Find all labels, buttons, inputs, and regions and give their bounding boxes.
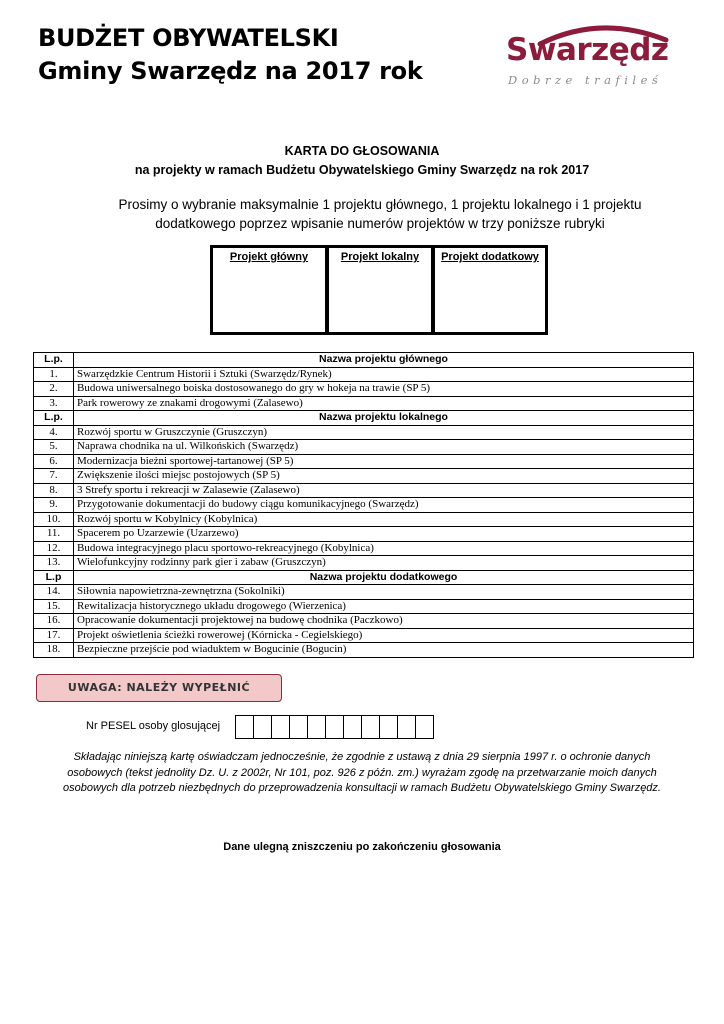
project-number: 6. [34,454,74,469]
pesel-digit-cell[interactable] [343,715,362,739]
projects-table [33,352,694,658]
section-header-row [34,411,694,426]
project-number: 4. [34,425,74,440]
project-name: Siłownia napowietrzna-zewnętrzna (Sokolniki) [74,585,694,600]
instructions-line2: dodatkowego poprzez wpisanie numerów projektów w trzy poniższe rubryki [155,216,605,231]
project-row [34,643,694,658]
project-name: Opracowanie dokumentacji projektowej na budowę chodnika (Paczkowo) [74,614,694,629]
project-number: 11. [34,527,74,542]
project-row [34,396,694,411]
project-row [34,498,694,513]
project-number: 12. [34,541,74,556]
section-name: Nazwa projektu dodatkowego [74,570,694,585]
project-name: Modernizacja bieżni sportowej-tartanowej (SP 5) [74,454,694,469]
project-row [34,367,694,382]
project-number: 17. [34,628,74,643]
project-row [34,469,694,484]
pesel-digit-cell[interactable] [307,715,326,739]
project-name: 3 Strefy sportu i rekreacji w Zalasewie (Zalasewo) [74,483,694,498]
vote-box-additional[interactable] [432,245,548,335]
project-number: 8. [34,483,74,498]
declaration-line1: Składając niniejszą kartę oświadczam jednocześnie, że zgodnie z ustawą z dnia 29 sierpnia 1997 r. o ochronie danych [73,751,651,763]
vote-box-label: Projekt lokalny [340,251,420,263]
swarzedz-logo [500,18,670,90]
vote-box-main[interactable] [210,245,328,335]
project-row [34,541,694,556]
instructions [100,195,660,233]
header-title-line2: Gminy Swarzędz na 2017 rok [38,57,423,85]
project-number: 9. [34,498,74,513]
pesel-digit-cell[interactable] [415,715,434,739]
project-row [34,614,694,629]
project-row [34,527,694,542]
project-row [34,425,694,440]
pesel-digit-cell[interactable] [379,715,398,739]
project-row [34,599,694,614]
project-number: 14. [34,585,74,600]
declaration-line2: osobowych (tekst jednolity Dz. U. z 2002r, Nr 101, poz. 926 z późn. zm.) wyrażam zgodę na przetwarzanie moich danych [67,766,657,779]
project-row [34,512,694,527]
document-header [38,22,423,88]
project-name: Spacerem po Uzarzewie (Uzarzewo) [74,527,694,542]
section-header-row [34,353,694,368]
data-destruction-note: Dane ulegną zniszczeniu po zakończeniu głosowania [223,841,501,853]
project-name: Rozwój sportu w Gruszczynie (Gruszczyn) [74,425,694,440]
pesel-label: Nr PESEL osoby glosującej [86,720,221,732]
lp-header: L.p. [34,353,74,368]
pesel-digit-cell[interactable] [253,715,272,739]
project-name: Rewitalizacja historycznego układu drogowego (Wierzenica) [74,599,694,614]
lp-header: L.p [34,570,74,585]
logo-wordmark: Swarzędz [506,32,669,68]
pesel-input[interactable] [236,715,434,739]
consent-declaration [40,750,684,797]
pesel-digit-cell[interactable] [289,715,308,739]
pesel-digit-cell[interactable] [271,715,290,739]
project-row [34,454,694,469]
project-name: Budowa integracyjnego placu sportowo-rekreacyjnego (Kobylnica) [74,541,694,556]
project-name: Park rowerowy ze znakami drogowymi (Zalasewo) [74,396,694,411]
vote-box-label: Projekt dodatkowy [441,251,539,263]
declaration-line3: osobowych dla potrzeb niezbędnych do przeprowadzenia konsultacji w ramach Budżetu Obywatelskiego Gminy Swarzędz. [63,782,661,794]
project-number: 3. [34,396,74,411]
vote-box-local[interactable] [326,245,434,335]
pesel-digit-cell[interactable] [397,715,416,739]
project-number: 1. [34,367,74,382]
project-number: 2. [34,382,74,397]
project-number: 7. [34,469,74,484]
project-number: 18. [34,643,74,658]
project-row [34,585,694,600]
project-row [34,440,694,455]
project-name: Rozwój sportu w Kobylnicy (Kobylnica) [74,512,694,527]
project-name: Budowa uniwersalnego boiska dostosowanego do gry w hokeja na trawie (SP 5) [74,382,694,397]
warning-banner: UWAGA: NALEŻY WYPEŁNIĆ [36,674,282,702]
project-row [34,628,694,643]
section-name: Nazwa projektu lokalnego [74,411,694,426]
section-header-row [34,570,694,585]
card-title: KARTA DO GŁOSOWANIA [284,144,440,158]
project-name: Przygotowanie dokumentacji do budowy ciągu komunikacyjnego (Swarzędz) [74,498,694,513]
project-name: Bezpieczne przejście pod wiaduktem w Bogucinie (Bogucin) [74,643,694,658]
pesel-digit-cell[interactable] [325,715,344,739]
pesel-digit-cell[interactable] [235,715,254,739]
project-number: 10. [34,512,74,527]
project-row [34,483,694,498]
logo-tagline: Dobrze trafileś [508,73,663,87]
project-row [34,382,694,397]
project-name: Naprawa chodnika na ul. Wilkońskich (Swarzędz) [74,440,694,455]
project-row [34,556,694,571]
vote-box-label: Projekt główny [229,251,309,263]
card-subtitle: na projekty w ramach Budżetu Obywatelskiego Gminy Swarzędz na rok 2017 [134,163,590,177]
instructions-line1: Prosimy o wybranie maksymalnie 1 projektu głównego, 1 projektu lokalnego i 1 projektu [118,197,642,212]
project-name: Zwiększenie ilości miejsc postojowych (SP 5) [74,469,694,484]
project-name: Wielofunkcyjny rodzinny park gier i zabaw (Gruszczyn) [74,556,694,571]
project-name: Projekt oświetlenia ścieżki rowerowej (Kórnicka - Cegielskiego) [74,628,694,643]
section-name: Nazwa projektu głównego [74,353,694,368]
project-number: 5. [34,440,74,455]
pesel-digit-cell[interactable] [361,715,380,739]
project-number: 16. [34,614,74,629]
project-number: 15. [34,599,74,614]
project-name: Swarzędzkie Centrum Historii i Sztuki (Swarzędz/Rynek) [74,367,694,382]
project-number: 13. [34,556,74,571]
lp-header: L.p. [34,411,74,426]
header-title-line1: BUDŻET OBYWATELSKI [38,24,339,52]
